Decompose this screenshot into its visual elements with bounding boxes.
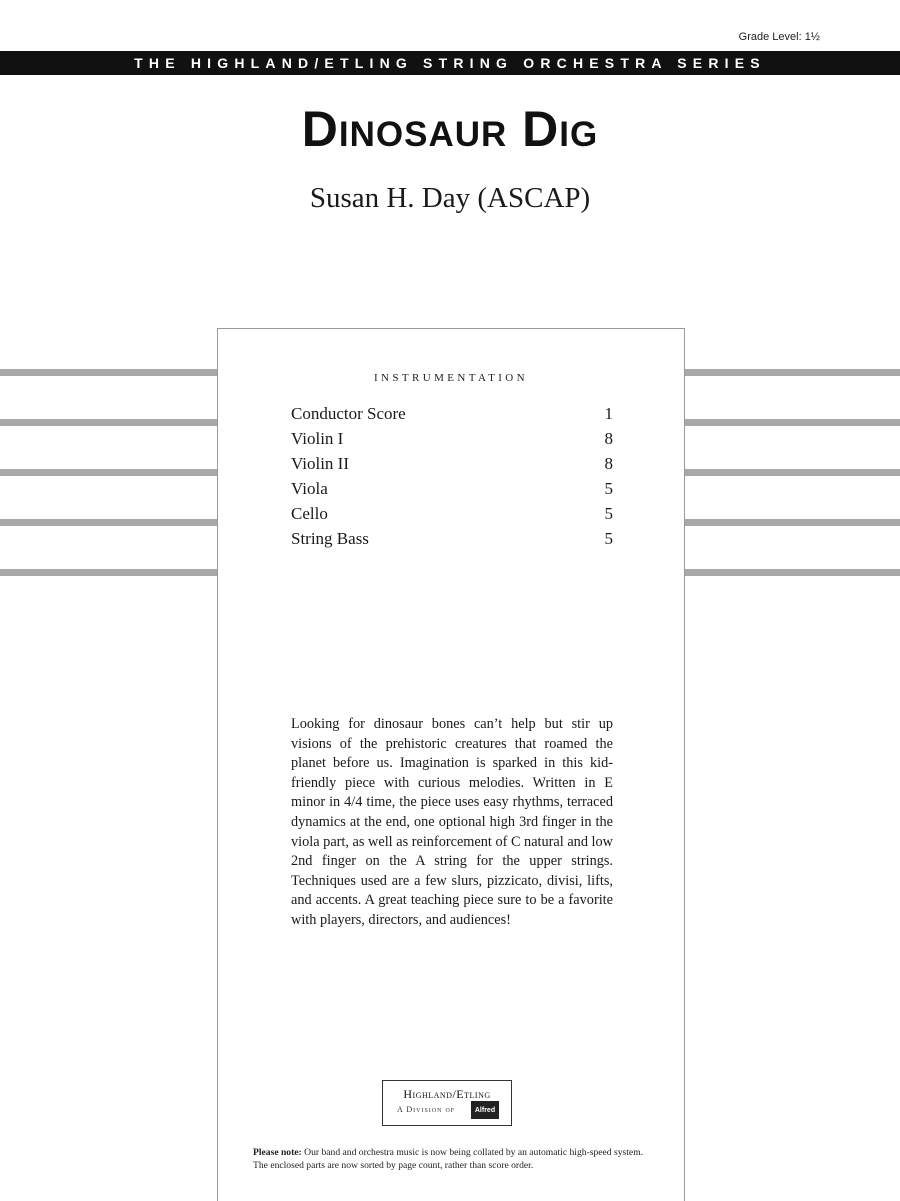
instrument-name: Cello [291, 504, 328, 523]
publisher-logo [382, 1080, 512, 1126]
publisher-division: A Division of [397, 1105, 456, 1114]
staff-line [0, 519, 217, 526]
staff-line [684, 419, 900, 426]
alfred-logo-icon: Alfred [471, 1101, 499, 1119]
note-text: Our band and orchestra music is now being collated by an automatic high-speed system. The enclosed parts are now sorted by page count, rather than score order. [253, 1147, 644, 1171]
instrument-row [291, 451, 613, 476]
page-title: Dinosaur Dig [301, 101, 599, 157]
note-label: Please note: [253, 1147, 302, 1158]
staff-line [0, 419, 217, 426]
staff-line [684, 569, 900, 576]
instrument-name: Conductor Score [291, 404, 406, 423]
collation-note [253, 1147, 653, 1172]
instrument-qty: 8 [604, 429, 613, 448]
instrument-row [291, 401, 613, 426]
instrument-row [291, 426, 613, 451]
staff-line [684, 519, 900, 526]
staff-line [0, 369, 217, 376]
piece-description: Looking for dinosaur bones can’t help but stir up visions of the prehistoric creatures that roamed the planet before us. Imagination is sparked in this kid-friendly piece with curious melodies. Written in E minor in 4/4 time, the piece uses easy rhythms, terraced dynamics at the end, one optional high 3rd finger in the viola part, as well as reinforcement of C natural and low 2nd finger on the A string for the upper strings. Techniques used are a few slurs, pizzicato, divisi, lifts, and accents. A great teaching piece sure to be a favorite with players, directors, and audiences! [291, 716, 613, 928]
publisher-name: Highland/Etling [403, 1087, 491, 1101]
instrument-name: Violin I [291, 429, 344, 448]
series-banner: THE HIGHLAND/ETLING STRING ORCHESTRA SERIES [0, 51, 900, 75]
instrument-qty: 1 [604, 404, 613, 423]
instrument-name: Violin II [291, 454, 349, 473]
staff-line [0, 469, 217, 476]
instrument-qty: 5 [604, 504, 613, 523]
composer: Susan H. Day (ASCAP) [309, 182, 591, 214]
instrumentation-list [291, 401, 613, 551]
info-panel [217, 328, 685, 1201]
instrument-qty: 8 [604, 454, 613, 473]
instrument-qty: 5 [604, 529, 613, 548]
grade-level: Grade Level: 1½ [738, 31, 820, 43]
instrument-row [291, 476, 613, 501]
staff-line [684, 469, 900, 476]
staff-line [684, 369, 900, 376]
instrument-row [291, 501, 613, 526]
instrument-name: Viola [291, 479, 328, 498]
instrument-qty: 5 [604, 479, 613, 498]
staff-line [0, 569, 217, 576]
instrument-name: String Bass [291, 529, 369, 548]
instrument-row [291, 526, 613, 551]
instrumentation-heading: INSTRUMENTATION [373, 372, 528, 384]
